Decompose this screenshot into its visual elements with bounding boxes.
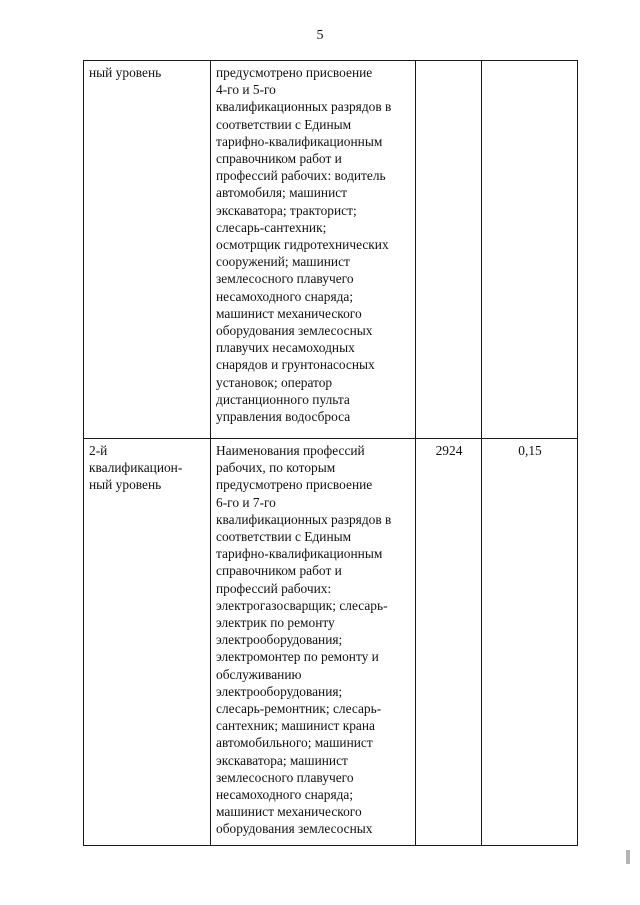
scan-artifact [626, 850, 630, 864]
level-line: 2-й [89, 443, 108, 458]
description-line: предусмотрено присвоение [216, 477, 373, 493]
level-line: ный уровень [89, 65, 162, 80]
description-line: тарифно-квалификационным [216, 133, 383, 149]
coefficient-cell: 0,15 [482, 439, 578, 846]
description-line: квалификационных разрядов в [216, 511, 392, 527]
description-line: машинист механического [216, 305, 362, 321]
description-line: Наименования профессий [216, 443, 365, 458]
description-line: предусмотрено присвоение [216, 65, 373, 80]
description-line: слесарь-сантехник; [216, 219, 327, 235]
description-line: плавучих несамоходных [216, 340, 355, 356]
qualification-table [83, 60, 578, 846]
level-line: ный уровень [89, 477, 162, 493]
description-line: дистанционного пульта [216, 391, 350, 407]
description-line: слесарь-ремонтник; слесарь- [216, 701, 382, 717]
description-line: несамоходного снаряда; [216, 288, 354, 304]
salary-cell: 2924 [416, 439, 482, 846]
description-line: установок; оператор [216, 374, 333, 390]
description-line: сооружений; машинист [216, 254, 350, 270]
description-line: обслуживанию [216, 666, 302, 682]
description-line: электрик по ремонту [216, 615, 335, 631]
description-line: электрогазосварщик; слесарь- [216, 597, 388, 613]
table-row [84, 439, 578, 846]
description-line: электрооборудования; [216, 683, 343, 699]
description-line: электрооборудования; [216, 632, 343, 648]
description-line: снарядов и грунтонасосных [216, 357, 375, 373]
description-line: автомобиля; машинист [216, 185, 348, 201]
description-line: тарифно-квалификационным [216, 546, 383, 562]
description-line: 4-го и 5-го [216, 82, 276, 98]
description-line: профессий рабочих: [216, 580, 332, 596]
description-line: профессий рабочих: водитель [216, 168, 386, 184]
description-cell [211, 439, 416, 846]
description-line: справочником работ и [216, 151, 342, 167]
description-line: управления водосброса [216, 409, 351, 425]
description-line: несамоходного снаряда; [216, 787, 354, 803]
description-line: экскаватора; тракторист; [216, 202, 357, 218]
level-cell [84, 61, 211, 439]
level-cell [84, 439, 211, 846]
description-line: землесосного плавучего [216, 271, 354, 287]
salary-cell [416, 61, 482, 439]
description-line: автомобильного; машинист [216, 735, 373, 751]
description-line: оборудования землесосных [216, 821, 373, 837]
description-line: землесосного плавучего [216, 769, 354, 785]
description-cell [211, 61, 416, 439]
description-line: рабочих, по которым [216, 460, 336, 476]
level-line: квалификацион- [89, 460, 183, 476]
page-number: 5 [316, 28, 324, 43]
description-line: сантехник; машинист крана [216, 718, 375, 734]
table-row [84, 61, 578, 439]
description-line: соответствии с Единым [216, 116, 352, 132]
coefficient-cell [482, 61, 578, 439]
description-line: 6-го и 7-го [216, 494, 276, 510]
description-line: квалификационных разрядов в [216, 99, 392, 115]
description-line: экскаватора; машинист [216, 752, 348, 768]
description-line: справочником работ и [216, 563, 342, 579]
description-line: машинист механического [216, 804, 362, 820]
description-line: оборудования землесосных [216, 323, 373, 339]
description-line: осмотрщик гидротехнических [216, 237, 389, 253]
description-line: соответствии с Единым [216, 529, 352, 545]
description-line: электромонтер по ремонту и [216, 649, 379, 665]
